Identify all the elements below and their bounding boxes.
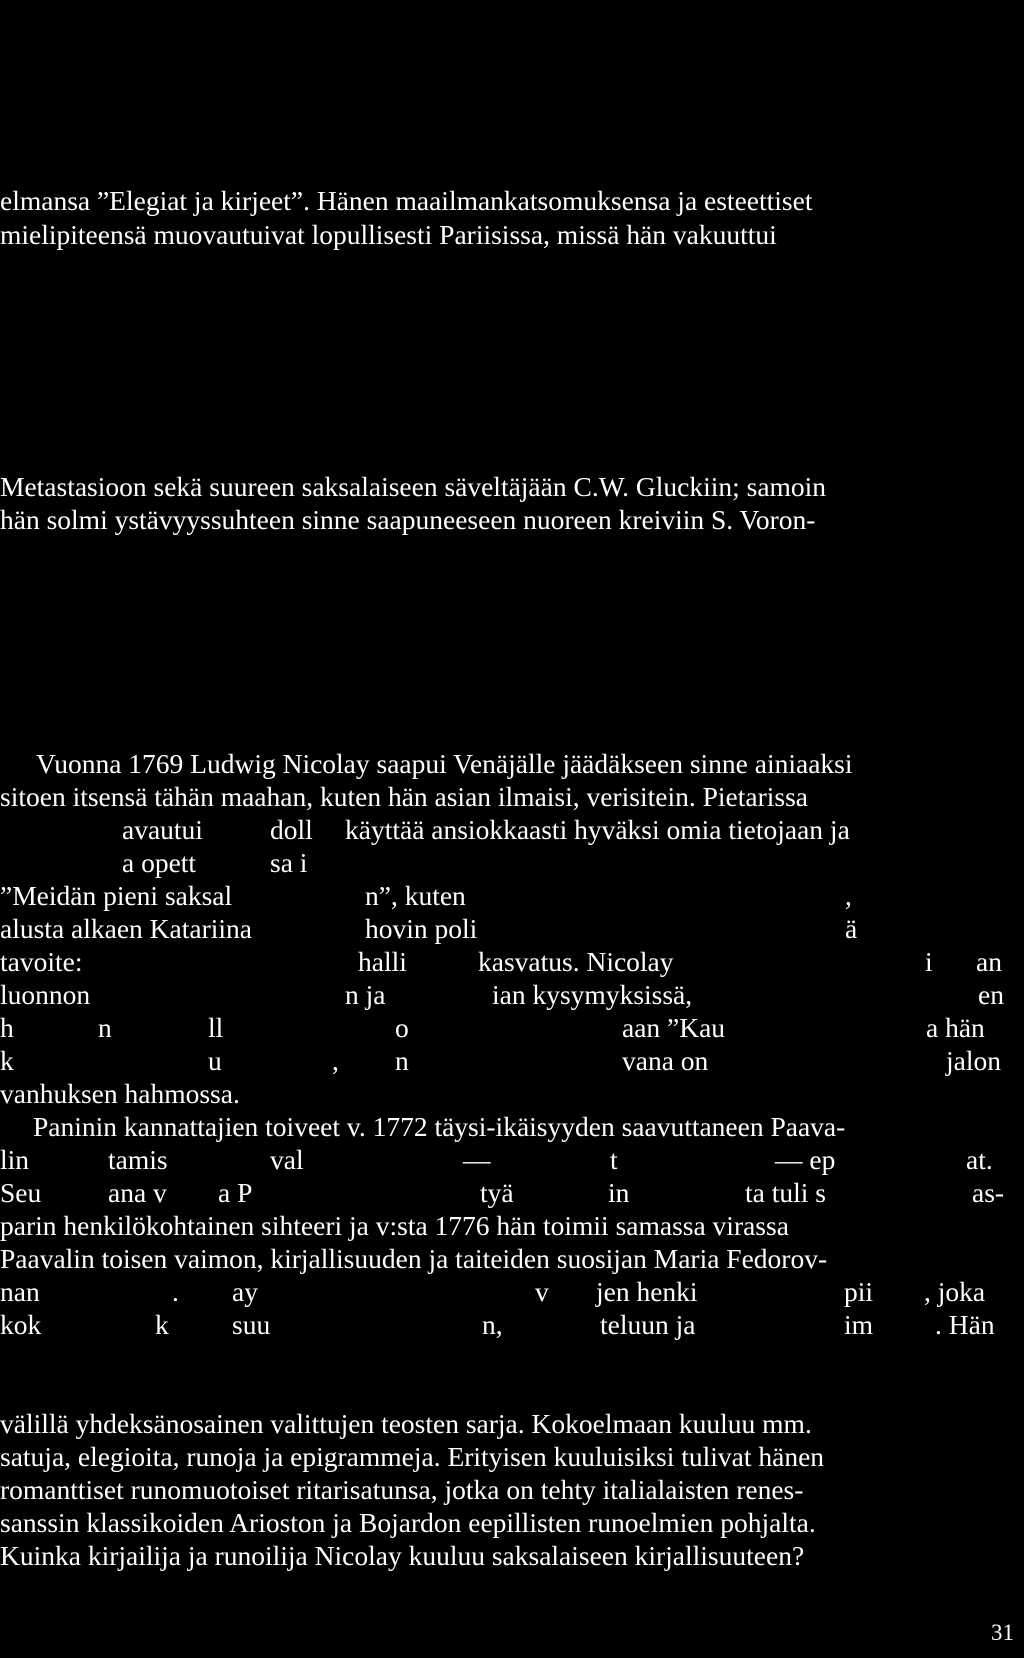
text-fragment: — xyxy=(463,1144,491,1175)
text-line: hän solmi ystävyyssuhteen sinne saapuneeseen nuoreen kreiviin S. Voron- xyxy=(0,504,816,535)
text-fragment: lin xyxy=(0,1144,30,1175)
text-fragment: ian kysymyksissä, xyxy=(492,979,693,1010)
fragmented-line xyxy=(0,815,1016,845)
text-line: vanhuksen hahmossa. xyxy=(0,1078,240,1109)
text-fragment: a P xyxy=(218,1177,253,1208)
text-fragment: ta tuli s xyxy=(745,1177,826,1208)
text-fragment: Seu xyxy=(0,1177,42,1208)
text-fragment: tamis xyxy=(108,1144,168,1175)
text-fragment: — ep xyxy=(775,1144,836,1175)
text-fragment: n”, kuten xyxy=(365,880,466,911)
text-fragment: , joka xyxy=(924,1276,986,1307)
text-line: Metastasioon sekä suureen saksalaiseen säveltäjään C.W. Gluckiin; samoin xyxy=(0,471,827,502)
fragmented-line xyxy=(0,1013,1016,1043)
fragmented-line xyxy=(0,1178,1016,1208)
text-fragment: i xyxy=(925,946,933,977)
text-fragment: u xyxy=(208,1045,222,1076)
fragmented-line xyxy=(0,947,1016,977)
text-fragment: luonnon xyxy=(0,979,91,1010)
text-line: romanttiset runomuotoiset ritarisatunsa, jotka on tehty italialaisten renes- xyxy=(0,1474,804,1505)
text-fragment: käyttää ansiokkaasti hyväksi omia tietojaan ja xyxy=(345,814,850,845)
text-fragment: ll xyxy=(208,1012,224,1043)
text-line: sitoen itsensä tähän maahan, kuten hän asian ilmaisi, verisitein. Pietarissa xyxy=(0,781,808,812)
text-fragment: as- xyxy=(972,1177,1005,1208)
text-fragment: ”Meidän pieni saksal xyxy=(0,880,233,911)
text-fragment: a hän xyxy=(926,1012,985,1043)
fragmented-line xyxy=(0,914,1016,944)
text-fragment: vana on xyxy=(622,1045,709,1076)
text-line: satuja, elegioita, runoja ja epigrammeja. Erityisen kuuluisiksi tulivat hänen xyxy=(0,1441,825,1472)
text-fragment: k xyxy=(155,1309,169,1340)
text-fragment: a opett xyxy=(122,847,197,878)
text-fragment: val xyxy=(270,1144,304,1175)
text-fragment: hovin poli xyxy=(365,913,478,944)
fragmented-line xyxy=(0,848,1016,878)
text-fragment: h xyxy=(0,1012,14,1043)
text-fragment: at. xyxy=(966,1144,993,1175)
text-fragment: sa i xyxy=(270,847,308,878)
text-fragment: n xyxy=(98,1012,112,1043)
text-line: Paavalin toisen vaimon, kirjallisuuden ja taiteiden suosijan Maria Fedorov- xyxy=(0,1243,828,1274)
fragmented-line xyxy=(0,980,1016,1010)
text-fragment: nan xyxy=(0,1276,40,1307)
text-fragment: t xyxy=(610,1144,618,1175)
text-fragment: o xyxy=(395,1012,409,1043)
paragraph-start-line: Vuonna 1769 Ludwig Nicolay saapui Venäjälle jäädäkseen sinne ainiaaksi xyxy=(36,748,853,779)
text-fragment: ä xyxy=(845,913,858,944)
fragmented-line xyxy=(0,1145,1016,1175)
text-fragment: teluun ja xyxy=(600,1309,696,1340)
text-fragment: suu xyxy=(232,1309,271,1340)
text-fragment: tavoite: xyxy=(0,946,83,977)
text-fragment: . xyxy=(172,1276,179,1307)
text-fragment: doll xyxy=(270,814,313,845)
text-fragment: halli xyxy=(358,946,407,977)
text-fragment: ay xyxy=(232,1276,258,1307)
text-fragment: im xyxy=(844,1309,874,1340)
text-fragment: kasvatus. Nicolay xyxy=(478,946,674,977)
text-fragment: an xyxy=(976,946,1002,977)
text-fragment: jen henki xyxy=(596,1276,698,1307)
text-fragment: n, xyxy=(482,1309,503,1340)
text-fragment: aan ”Kau xyxy=(622,1012,726,1043)
text-fragment: n ja xyxy=(345,979,386,1010)
fragmented-line xyxy=(0,1310,1016,1340)
text-fragment: . Hän xyxy=(935,1309,995,1340)
text-fragment: k xyxy=(0,1045,14,1076)
text-fragment: en xyxy=(978,979,1004,1010)
text-fragment: , xyxy=(332,1045,339,1076)
fragmented-line xyxy=(0,1277,1016,1307)
paragraph-start-line: Paninin kannattajien toiveet v. 1772 täysi-ikäisyyden saavuttaneen Paava- xyxy=(33,1111,846,1142)
page-number: 31 xyxy=(991,1620,1014,1645)
fragmented-line xyxy=(0,881,1016,911)
text-line: mielipiteensä muovautuivat lopullisesti Pariisissa, missä hän vakuuttui xyxy=(0,219,777,250)
text-fragment: n xyxy=(395,1045,409,1076)
text-fragment: tyä xyxy=(480,1177,514,1208)
text-fragment: in xyxy=(608,1177,630,1208)
fragmented-line xyxy=(0,1046,1016,1076)
text-line: parin henkilökohtainen sihteeri ja v:sta 1776 hän toimii samassa virassa xyxy=(0,1210,789,1241)
text-fragment: jalon xyxy=(946,1045,1001,1076)
text-fragment: kok xyxy=(0,1309,42,1340)
text-fragment: ana v xyxy=(108,1177,167,1208)
text-line: sanssin klassikoiden Arioston ja Bojardon eepillisten runoelmien pohjalta. xyxy=(0,1507,816,1538)
text-fragment: , xyxy=(845,880,852,911)
text-fragment: v xyxy=(535,1276,549,1307)
text-fragment: alusta alkaen Katariina xyxy=(0,913,252,944)
text-line: Kuinka kirjailija ja runoilija Nicolay kuuluu saksalaiseen kirjallisuuteen? xyxy=(0,1540,805,1571)
text-fragment: pii xyxy=(844,1276,874,1307)
text-line: elmansa ”Elegiat ja kirjeet”. Hänen maailmankatsomuksensa ja esteettiset xyxy=(0,185,813,216)
text-line: välillä yhdeksänosainen valittujen teosten sarja. Kokoelmaan kuuluu mm. xyxy=(0,1408,812,1439)
text-fragment: avautui xyxy=(122,814,203,845)
